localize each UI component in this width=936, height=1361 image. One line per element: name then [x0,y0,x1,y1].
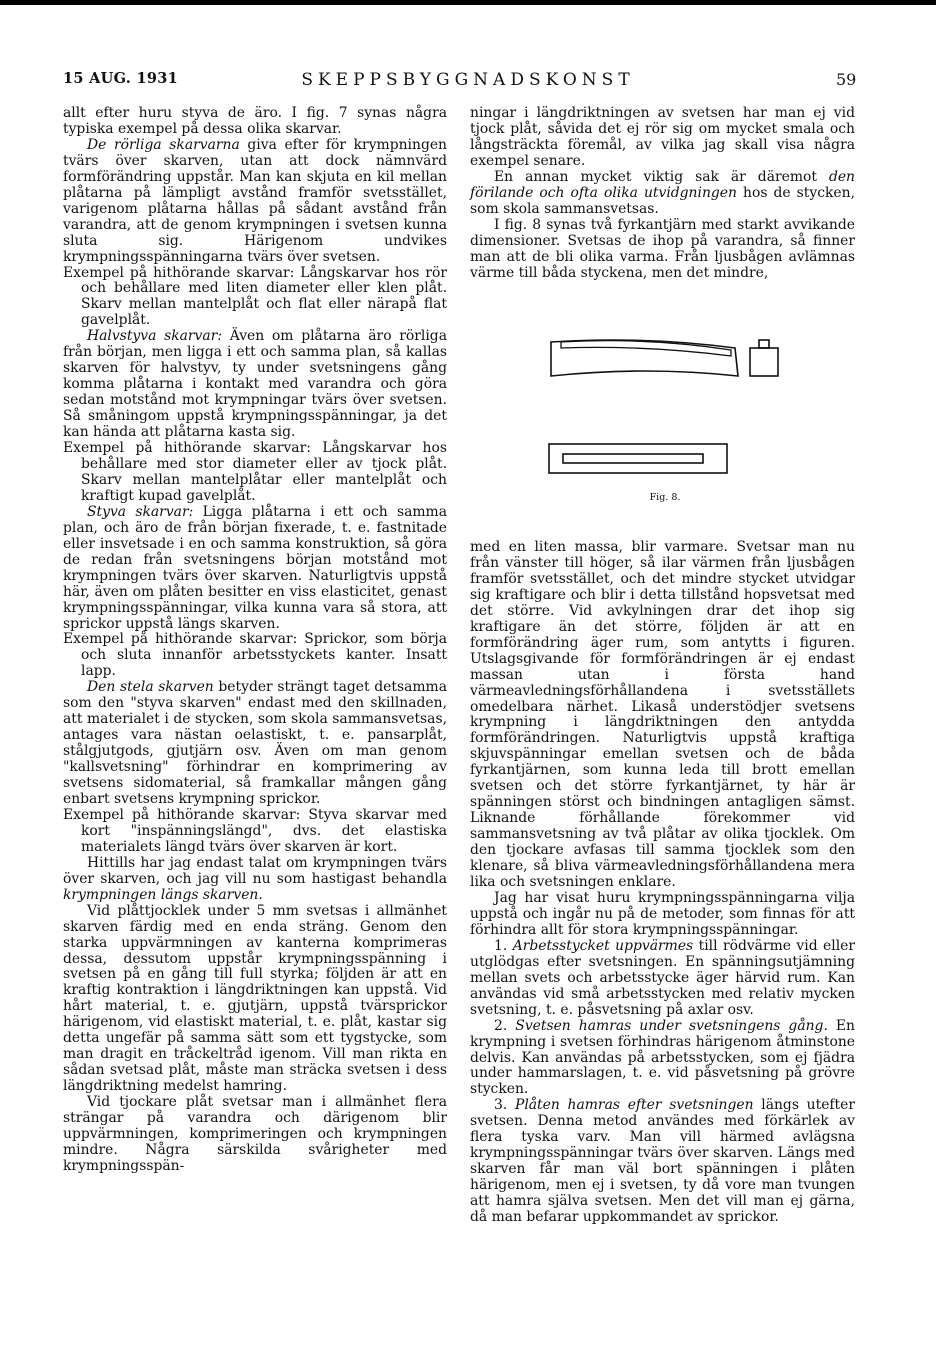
paragraph: En annan mycket viktig sak är däremot den förilande och ofta olika utvidgningen hos de stycken, som skola sammansvetsas. [470,168,855,217]
method-1: 1. Arbetsstycket uppvärmes till rödvärme vid eller utglödgas efter svetsningen. En spänningsutjämning mellan svets och arbetsstycke äger härvid rum. Kan användas vid små arbetsstycken med relativ mycken svetsning, t. e. påsvetsning på axlar osv. [470,937,855,1018]
issue-date: 15 AUG. 1931 [63,70,179,87]
paragraph: I fig. 8 synas två fyrkantjärn med starkt avvikande dimensioner. Svetsas de ihop på varandra, så finner man att de bli olika varma. Från ljusbågen avlämnas värme till båda styckena, men det mindre, [470,216,855,281]
paragraph: Styva skarvar: Ligga plåtarna i ett och samma plan, och äro de från början fixerade, t. e. fastnitade eller insvetsade i en och samma konstruktion, så göra de redan från svetsningens början motstånd mot krympningen tvärs över skarven. Naturligtvis uppstå här, även om plåten besitter en viss elasticitet, genast krympningsspänningar, vilka kunna vara så stora, att sprickor uppstå längs skarven. [63,503,448,632]
paragraph: med en liten massa, blir varmare. Svetsar man nu från vänster till höger, så ilar värmen från ljusbågen framför svetsstället, och det mindre stycket utvidgar sig kraftigare och blir i detta tillstånd hopsvetsat med det större. Vid avkylningen drar det ihop sig kraftigare än det större, följden är att en formförändring äger rum, som antytts i figuren. Utslagsgivande för formförändringen är ej endast massan utan i första hand värmeavledningsförhållandena i svetsställets omedelbara närhet. Likaså understödjer svetsens krympning i längdriktningen den antydda formförändringen. Naturligtvis uppstå kraftiga skjuvspänningar emellan svetsen och de båda fyrkantjärnen, som kunna leda till brott emellan svetsen och det större fyrkantjärnet, ty här är spänningen störst och bindningen antagligen sämst. Liknande förhållande förekommer vid sammansvetsning av två plåtar av olika tjocklek. Om den tjockare avfasas till samma tjocklek som den klenare, så bliva värmeavledningsförhållandena mera lika och svetsningen enklare. [470,539,855,891]
journal-title: SKEPPSBYGGNADSKONST [301,70,635,90]
example-paragraph: Exempel på hithörande skarvar: Styva skarvar med kort "inspänningslängd", dvs. det elastiska materialets längd tvärs över skarven är kort. [63,806,447,855]
figure-caption: Fig. 8. [649,492,681,503]
bent-small-bar [561,341,731,356]
example-paragraph: Exempel på hithörande skarvar: Sprickor, som börja och sluta innanför arbetsstyckets kanter. Insatt lapp. [63,631,447,680]
method-3: 3. Plåten hamras efter svetsningen längs utefter svetsen. Denna metod användes med förkärlek av flera tyska varv. Man vill härmed avlägsna krympningsspänningar tvärs över skarven. Längs med skarven får man väl bort spänningen i plåten härigenom, men ej i svetsen, ty då vore man tvungen att hamra själva svetsen. Men det vill man ej gärna, då man befarar uppkommandet av sprickor. [470,1097,855,1226]
term-stiff-joint: Den stela skarven [87,679,214,696]
figure-8-diagram [545,328,785,488]
paragraph: Halvstyva skarvar: Även om plåtarna äro rörliga från början, men ligga i ett och samma plan, så kallas skarven för halvstyv, ty under svetsningens gång komma plåtarna i kontakt med varandra och göra sedan motstånd mot krympningar tvärs över svetsen. Så småningom uppstå krympningsspänningar, ja det kan hända att plåtarna kasta sig. [63,328,447,441]
bent-large-bar [551,340,738,376]
cross-section-small [759,340,769,348]
term-longitudinal-shrinkage: krympningen längs skarven. [63,886,263,903]
top-border-line [0,0,936,5]
figure-8 [545,328,785,512]
method-2: 2. Svetsen hamras under svetsningens gång. En krympning i svetsen förhindras härigenom åtminstone delvis. Kan användas på arbetsstycken, som ej fjädra under hammarslagen, t. e. vid påsvetsning på grövre stycken. [470,1017,855,1098]
straight-large-bar [549,444,727,473]
page-number: 59 [836,70,857,89]
paragraph: allt efter huru styva de äro. I fig. 7 synas några typiska exempel på dessa olika skarvar. [63,105,447,137]
paragraph: Vid tjockare plåt svetsar man i allmänhet flera strängar på varandra och därigenom blir uppvärmningen, komprimeringen och krympningen mindre. Några särskilda svårigheter med krympningsspän- [63,1094,447,1174]
paragraph: Vid plåttjocklek under 5 mm svetsas i allmänhet skarven färdig med en enda sträng. Genom den starka uppvärmningen av kanterna komprimeras dessa, dessutom uppstår krympningsspänning i svetsen på en gång till full styrka; följden är att en kraftig kontraktion i längdriktningen kan uppstå. Vid hårt material, t. e. gjutjärn, uppstå tvärsprickor härigenom, vid elastiskt material, t. e. plåt, kastar sig detta ungefär på samma sätt som ett tygstycke, som man dragit en tråckeltråd igenom. Vill man rikta en sådan svetsad plåt, måste man sträcka svetsen i dess längdriktning medelst hamring. [63,902,447,1095]
term-uneven-expansion: den förilande och ofta olika utvidgningen [470,168,855,201]
left-column [63,106,447,1175]
term-movable-joints: De rörliga skarvarna [87,136,240,153]
straight-small-bar [563,454,703,463]
term-rigid-joints: Styva skarvar: [87,503,194,520]
paragraph: Jag har visat huru krympningsspänningarna vilja uppstå och ingår nu på de metoder, som finnas för att förhindra allt för stora krympningsspänningar. [470,889,855,938]
example-paragraph: Exempel på hithörande skarvar: Långskarvar hos behållare med stor diameter eller av tjock plåt. Skarv mellan mantelplåtar eller mantelplåt och kraftigt kupad gavelplåt. [63,440,447,504]
paragraph: ningar i längdriktningen av svetsen har man ej vid tjock plåt, såvida det ej rör sig om mycket smala och långsträckta föremål, av vilka jag skall visa några exempel senare. [470,105,855,169]
paragraph: Hittills har jag endast talat om krympningen tvärs över skarven, och jag vill nu som hastigast behandla krympningen längs skarven. [63,854,447,903]
cross-section-square [750,348,778,376]
example-paragraph: Exempel på hithörande skarvar: Långskarvar hos rör och behållare med liten diameter eller klen plåt. Skarv mellan mantelplåt och flat eller närapå flat gavelplåt. [63,264,447,329]
right-column-bottom [470,540,855,1226]
right-column-top [470,106,855,281]
paragraph: Den stela skarven betyder strängt taget detsamma som den "styva skarven" endast med den skillnaden, att materialet i de stycken, som skola sammansvetsas, antages vara nästan oelastiskt, t. e. pansarplåt, stålgjutgods, gjutjärn osv. Även om man genom "kallsvetsning" förhindrar en komprimering av svetsens sidomaterial, så framkallar mången gång enbart svetsens krympning sprickor. [63,679,447,807]
paragraph: De rörliga skarvarna giva efter för krympningen tvärs över skarven, utan att dock nämnvärd formförändring uppstår. Man kan skjuta en kil mellan plåtarna på lämpligt avstånd framför svetsstället, varigenom plåtarna hållas på sådant avstånd från varandra, att de genom krympningen i svetsen kunna sluta sig. Härigenom undvikes krympningsspänningarna tvärs över svetsen. [63,136,448,265]
term-semi-rigid-joints: Halvstyva skarvar: [87,328,223,345]
page-header [0,70,936,94]
